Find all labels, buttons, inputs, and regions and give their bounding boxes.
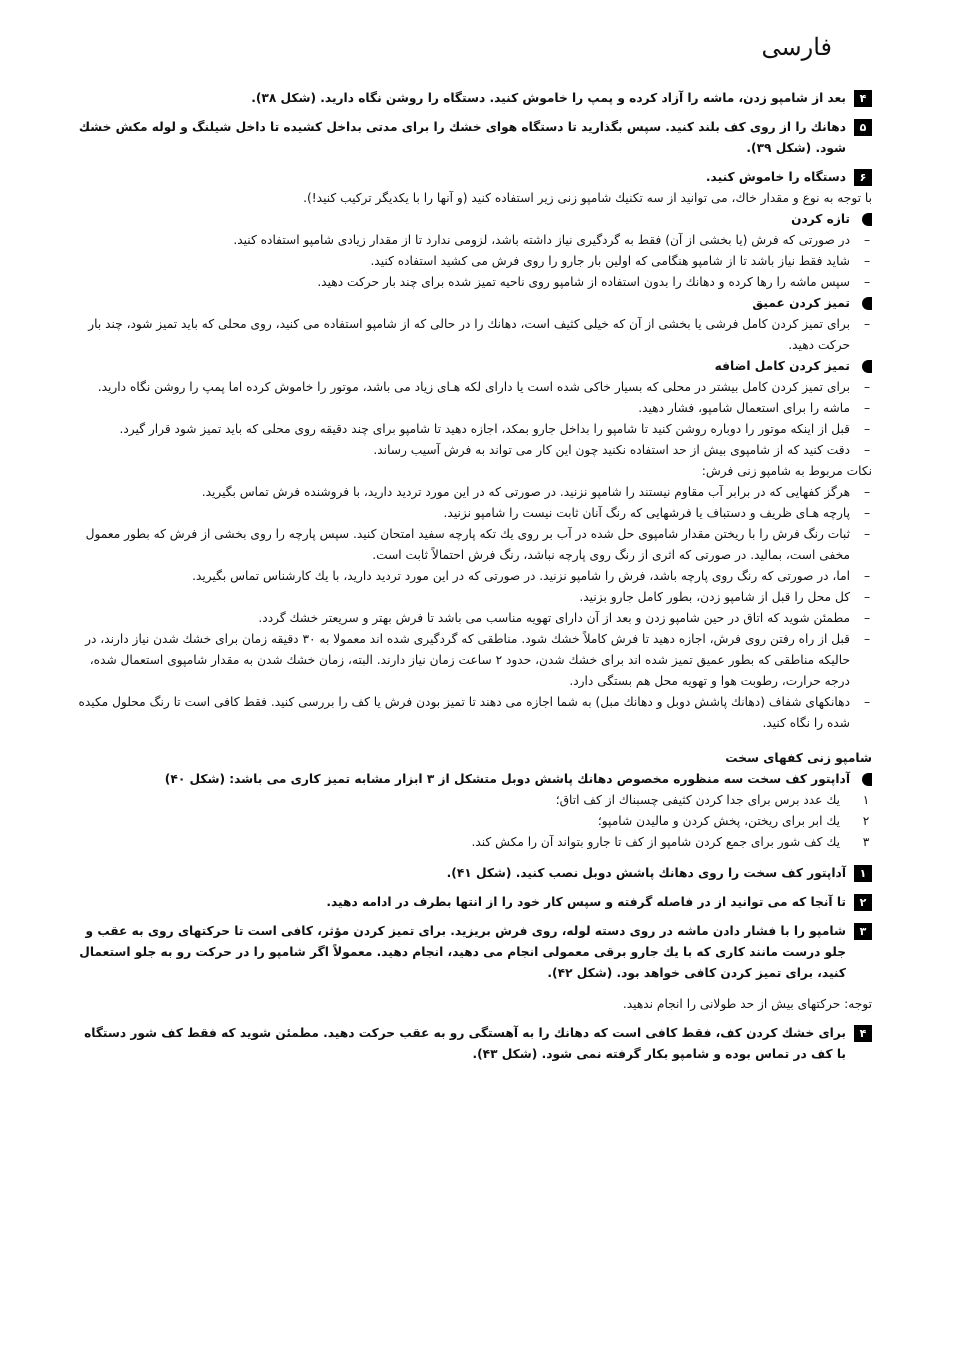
list-item-text: برای تمیز کردن کامل فرشی یا بخشی از آن که خیلی کثیف است، دهانك را در حالی که از شامپو استفاده می کنید، روی محلی که باید تمیز شود، چند بار حرکت دهید.: [88, 317, 850, 352]
list-item-text: دهانکهای شفاف (دهانك پاشش دوبل و دهانك مبل) به شما اجازه می دهند تا تمیز بودن فرش یا کف را بررسی کنید. فقط کافی است تا رنگ محلول مکیده شده را نگاه کنید.: [78, 695, 850, 730]
item-text: یك ابر برای ریختن، پخش کردن و مالیدن شامپو؛: [597, 814, 840, 828]
list-item-text: پارچه هـای ظریف و دستباف یا فرشهایی که رنگ آنان ثابت نیست را شامپو نزنید.: [443, 506, 850, 520]
manual-page: [72, 30, 872, 1073]
technique-heading: [72, 293, 872, 314]
technique-heading: [72, 209, 872, 230]
list-item-text: ماشه را برای استعمال شامپو، فشار دهید.: [638, 401, 850, 415]
list-item: [72, 419, 872, 440]
list-item-text: قبل از راه رفتن روی فرش، اجازه دهید تا فرش کاملاً خشك شود. مناطقی که گردگیری شده اند معمولا به ۳۰ دقیقه زمان برای خشك شدن نیاز دارند، در حالیکه مناطقی که بطور عمیق تمیز شده اند برای خشك شدن، حدود ۲ ساعت زمان نیاز دارند. البته، زمان خشك شدن به مقدار شامپوی استعمال شده، درجه حرارت، رطوبت هوا و تهویه محل هم بستگی دارد.: [85, 632, 850, 688]
step-item: [72, 1023, 872, 1065]
step-number-badge: ۳: [854, 923, 872, 940]
list-item: [72, 251, 872, 272]
step-item: [72, 892, 872, 913]
step-text: بعد از شامپو زدن، ماشه را آزاد کرده و پمپ را خاموش کنید. دستگاه را روشن نگاه دارید. (شکل ۳۸).: [251, 91, 846, 105]
step-number-badge: ۶: [854, 169, 872, 186]
dash-marker-icon: –: [863, 275, 871, 289]
step-item: [72, 117, 872, 159]
list-item: [72, 524, 872, 566]
bullet-marker-icon: [862, 297, 872, 310]
step-text: دستگاه را خاموش کنید.: [705, 170, 846, 184]
item-text: یك کف شور برای جمع کردن شامپو از کف تا جارو بتواند آن را مکش کند.: [471, 835, 840, 849]
tips-heading: نکات مربوط به شامپو زنی فرش:: [701, 464, 872, 478]
list-item: [72, 440, 872, 461]
dash-marker-icon: –: [863, 485, 871, 499]
intro-paragraph: با توجه به نوع و مقدار خاك، می توانید از سه تکنیك شامپو زنی زیر استفاده کنید (و آنها را با یکدیگر ترکیب کنید!).: [303, 191, 872, 205]
step-text: برای خشك کردن کف، فقط کافی است که دهانك را به آهستگی رو به عقب حرکت دهید. مطمئن شوید که فقط کف شور دستگاه با کف در تماس بوده و شامپو بکار گرفته نمی شود. (شکل ۴۳).: [84, 1026, 846, 1061]
technique-title: تازه کردن: [791, 212, 850, 226]
list-item-text: در صورتی که فرش (یا بخشی از آن) فقط به گردگیری نیاز داشته باشد، لزومی ندارد تا از مقدار زیادی شامپو استفاده کنید.: [233, 233, 850, 247]
step-number-badge: ۱: [854, 865, 872, 882]
list-item: [72, 398, 872, 419]
dash-marker-icon: –: [863, 317, 871, 331]
dash-marker-icon: –: [863, 695, 871, 709]
dash-marker-icon: –: [863, 422, 871, 436]
list-item: [72, 692, 872, 734]
list-item: [72, 482, 872, 503]
list-item-text: سپس ماشه را رها کرده و دهانك را بدون استفاده از شامپو روی ناحیه تمیز شده برای چند بار حرکت دهید.: [317, 275, 850, 289]
hard-floor-bullet: [72, 769, 872, 790]
section-heading: شامپو زنی کفهای سخت: [725, 751, 872, 765]
list-item: [72, 587, 872, 608]
dash-marker-icon: –: [863, 590, 871, 604]
bullet-marker-icon: [862, 213, 872, 226]
hard-floor-bullet-text: آداپتور کف سخت سه منظوره مخصوص دهانك پاشش دوبل متشکل از ۳ ابزار مشابه تمیز کاری می باشد: (شکل ۴۰): [164, 772, 850, 786]
dash-marker-icon: –: [863, 443, 871, 457]
step-number-badge: ۵: [854, 119, 872, 136]
step-text: دهانك را از روی کف بلند کنید. سپس بگذارید تا دستگاه هوای خشك را برای مدتی بداخل کشیده تا داخل شیلنگ و لوله مکش خشك شود. (شکل ۳۹).: [78, 120, 846, 155]
step-number-badge: ۴: [854, 90, 872, 107]
numbered-item: [72, 832, 872, 853]
step-item: [72, 921, 872, 984]
step-text: شامپو را با فشار دادن ماشه در روی دسته لوله، روی فرش بریزید. برای تمیز کردن مؤثر، کافی است تا حرکتهای روی به عقب و جلو درست مانند کاری که با یك جارو برقی معمولی انجام می دهید، انجام دهید. معمولاً اگر شامپو را در حرکت رو به جلو استعمال کنید، برای تمیز کردن کافی خواهد بود. (شکل ۴۲).: [79, 924, 846, 980]
bullet-marker-icon: [862, 360, 872, 373]
step-item: [72, 167, 872, 188]
technique-title: تمیز کردن کامل اضافه: [714, 359, 850, 373]
list-item-text: ثبات رنگ فرش را با ریختن مقدار شامپوی حل شده در آب بر روی یك تکه پارچه سفید امتحان کنید. سپس پارچه را روی بخشی از فرش که بطور معمول مخفی است، بمالید. در صورتی که اثری از رنگ روی پارچه نباشد، رنگ فرش احتمالاً ثابت است.: [85, 527, 850, 562]
step-item: [72, 88, 872, 109]
list-item: [72, 629, 872, 692]
list-item: [72, 377, 872, 398]
item-text: یك عدد برس برای جدا کردن کثیفی چسبناك از کف اتاق؛: [555, 793, 840, 807]
bullet-marker-icon: [862, 773, 872, 786]
dash-marker-icon: –: [863, 527, 871, 541]
list-item-text: شاید فقط نیاز باشد تا از شامپو هنگامی که اولین بار جارو را روی فرش می کشید استفاده کنید.: [370, 254, 850, 268]
list-item: [72, 503, 872, 524]
list-item: [72, 566, 872, 587]
list-item-text: هرگز کفهایی که در برابر آب مقاوم نیستند را شامپو نزنید. در صورتی که در این مورد تردید دارید، با فروشنده فرش تماس بگیرید.: [201, 485, 850, 499]
step-number-badge: ۲: [854, 894, 872, 911]
list-item-text: کل محل را قبل از شامپو زدن، بطور کامل جارو بزنید.: [579, 590, 850, 604]
dash-marker-icon: –: [863, 569, 871, 583]
dash-marker-icon: –: [863, 611, 871, 625]
dash-marker-icon: –: [863, 506, 871, 520]
step-text: تا آنجا که می توانید از در فاصله گرفته و سپس کار خود را از انتها بطرف در ادامه دهید.: [326, 895, 846, 909]
list-item-text: دقت کنید که از شامپوی بیش از حد استفاده نکنید چون این کار می تواند به فرش آسیب رساند.: [373, 443, 850, 457]
list-item-text: مطمئن شوید که اتاق در حین شامپو زدن و بعد از آن دارای تهویه مناسب می باشد تا فرش بهتر و سریعتر خشك گردد.: [258, 611, 850, 625]
technique-title: تمیز کردن عمیق: [752, 296, 850, 310]
list-item-text: قبل از اینکه موتور را دوباره روشن کنید تا شامپو را بداخل جارو بمکد، اجازه دهید تا شامپو برای چند دقیقه روی محلی که باید تمیز شود قرار گیرد.: [119, 422, 850, 436]
dash-marker-icon: –: [863, 632, 871, 646]
numbered-item: [72, 811, 872, 832]
step-text: آداپتور کف سخت را روی دهانك پاشش دوبل نصب کنید. (شکل ۴۱).: [446, 866, 846, 880]
list-item-text: برای تمیز کردن کامل بیشتر در محلی که بسیار خاکی شده است یا دارای لکه هـای زیاد می باشد، موتور را خاموش کرده اما پمپ را روشن نگاه دارید.: [97, 380, 850, 394]
step-item: [72, 863, 872, 884]
dash-marker-icon: –: [863, 254, 871, 268]
list-item: [72, 230, 872, 251]
dash-marker-icon: –: [863, 401, 871, 415]
item-number: ۲: [862, 814, 870, 828]
list-item-text: اما، در صورتی که رنگ روی پارچه باشد، فرش را شامپو نزنید. در صورتی که در این مورد تردید دارید، با یك کارشناس تماس بگیرید.: [192, 569, 850, 583]
list-item: [72, 314, 872, 356]
list-item: [72, 272, 872, 293]
technique-heading: [72, 356, 872, 377]
dash-marker-icon: –: [863, 233, 871, 247]
language-title: فارسی: [761, 33, 832, 61]
list-item: [72, 608, 872, 629]
step-number-badge: ۴: [854, 1025, 872, 1042]
item-number: ۳: [862, 835, 870, 849]
item-number: ۱: [862, 793, 870, 807]
dash-marker-icon: –: [863, 380, 871, 394]
numbered-item: [72, 790, 872, 811]
note-text: توجه: حرکتهای بیش از حد طولانی را انجام ندهید.: [622, 997, 872, 1011]
